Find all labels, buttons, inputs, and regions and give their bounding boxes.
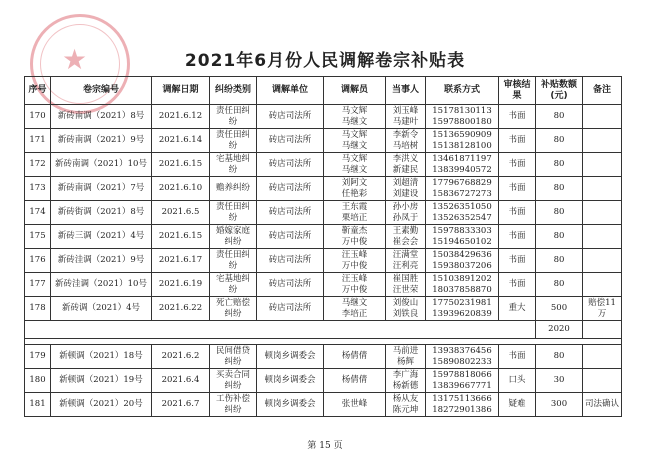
table-row: [25, 201, 622, 225]
cell-date: 2021.6.15: [152, 225, 210, 249]
cell-contact: 13526351050 13526352547: [426, 201, 499, 225]
cell-unit: 砖店司法所: [257, 129, 324, 153]
cell-contact: 15978818066 13839667771: [426, 369, 499, 393]
cell-amount: 30: [536, 369, 583, 393]
cell-date: 2021.6.7: [152, 393, 210, 417]
cell-remark: 赔偿11万: [583, 297, 622, 321]
cell-amount: 80: [536, 201, 583, 225]
header-date: 调解日期: [152, 77, 210, 105]
header-unit: 调解单位: [257, 77, 324, 105]
cell-mediator: 张世峰: [324, 393, 386, 417]
cell-seq: 175: [25, 225, 51, 249]
subtotal-remark: [583, 321, 622, 339]
cell-case-no: 新顿调（2021）18号: [51, 345, 152, 369]
cell-contact: 13461871197 13839940572: [426, 153, 499, 177]
cell-unit: 砖店司法所: [257, 177, 324, 201]
cell-unit: 砖店司法所: [257, 297, 324, 321]
cell-date: 2021.6.12: [152, 105, 210, 129]
cell-date: 2021.6.10: [152, 177, 210, 201]
cell-parties: 刘玉峰 马建叶: [386, 105, 426, 129]
document-title: 2021年6月份人民调解卷宗补贴表: [184, 51, 466, 71]
cell-contact: 15978833303 15194650102: [426, 225, 499, 249]
cell-review: 书面: [499, 273, 536, 297]
cell-date: 2021.6.5: [152, 201, 210, 225]
cell-date: 2021.6.17: [152, 249, 210, 273]
cell-unit: 砖店司法所: [257, 153, 324, 177]
header-amount: 补贴数额 (元): [536, 77, 583, 105]
cell-amount: 80: [536, 225, 583, 249]
cell-amount: 500: [536, 297, 583, 321]
cell-parties: 马前进 杨辉: [386, 345, 426, 369]
header-case-no: 卷宗编号: [51, 77, 152, 105]
cell-remark: [583, 273, 622, 297]
cell-remark: [583, 345, 622, 369]
cell-mediator: 马文辉 马继文: [324, 129, 386, 153]
cell-remark: [583, 129, 622, 153]
table-row: [25, 153, 622, 177]
cell-parties: 汪满堂 汪利亮: [386, 249, 426, 273]
cell-review: 疑难: [499, 393, 536, 417]
cell-amount: 80: [536, 153, 583, 177]
cell-seq: 172: [25, 153, 51, 177]
cell-case-no: 新砖三调（2021）4号: [51, 225, 152, 249]
cell-category: 买卖合同 纠纷: [210, 369, 257, 393]
cell-case-no: 新砖南调（2021）8号: [51, 105, 152, 129]
table-row: [25, 129, 622, 153]
cell-amount: 80: [536, 177, 583, 201]
table-row: [25, 345, 622, 369]
table-row: [25, 369, 622, 393]
cell-unit: 砖店司法所: [257, 273, 324, 297]
cell-remark: 司法确认: [583, 393, 622, 417]
cell-remark: [583, 105, 622, 129]
cell-date: 2021.6.22: [152, 297, 210, 321]
cell-amount: 80: [536, 273, 583, 297]
cell-review: 重大: [499, 297, 536, 321]
cell-parties: 李洪义 新建民: [386, 153, 426, 177]
cell-mediator: 杨倩倩: [324, 369, 386, 393]
cell-mediator: 杨倩倩: [324, 345, 386, 369]
cell-category: 赡养纠纷: [210, 177, 257, 201]
cell-category: 责任田纠 纷: [210, 201, 257, 225]
table-row: [25, 393, 622, 417]
cell-unit: 顿岗乡调委会: [257, 345, 324, 369]
seal-star-icon: ★: [62, 43, 88, 76]
cell-remark: [583, 177, 622, 201]
cell-seq: 171: [25, 129, 51, 153]
cell-mediator: 汪玉峰 万中俊: [324, 273, 386, 297]
table-row: [25, 249, 622, 273]
header-mediator: 调解员: [324, 77, 386, 105]
cell-seq: 170: [25, 105, 51, 129]
table-row: [25, 225, 622, 249]
cell-remark: [583, 153, 622, 177]
cell-contact: 13938376456 15890802233: [426, 345, 499, 369]
cell-amount: 80: [536, 249, 583, 273]
cell-remark: [583, 369, 622, 393]
cell-case-no: 新顿调（2021）19号: [51, 369, 152, 393]
cell-remark: [583, 249, 622, 273]
cell-case-no: 新砖洼调（2021）10号: [51, 273, 152, 297]
cell-category: 婚嫁家庭 纠纷: [210, 225, 257, 249]
cell-seq: 179: [25, 345, 51, 369]
cell-seq: 176: [25, 249, 51, 273]
cell-mediator: 靳童杰 万中俊: [324, 225, 386, 249]
cell-contact: 17796768829 15836727273: [426, 177, 499, 201]
cell-case-no: 新砖南调（2021）7号: [51, 177, 152, 201]
cell-review: 书面: [499, 153, 536, 177]
cell-contact: 13175113666 18272901386: [426, 393, 499, 417]
cell-parties: 刘超清 刘建设: [386, 177, 426, 201]
cell-category: 宅基地纠 纷: [210, 153, 257, 177]
cell-parties: 孙小房 孙凤于: [386, 201, 426, 225]
cell-amount: 80: [536, 345, 583, 369]
cell-remark: [583, 225, 622, 249]
table-row: [25, 297, 622, 321]
cell-unit: 顿岗乡调委会: [257, 369, 324, 393]
header-review: 审核结果: [499, 77, 536, 105]
cell-seq: 181: [25, 393, 51, 417]
cell-case-no: 新砖洼调（2021）9号: [51, 249, 152, 273]
cell-review: 书面: [499, 249, 536, 273]
cell-review: 书面: [499, 129, 536, 153]
cell-parties: 王素勤 崔会会: [386, 225, 426, 249]
cell-review: 书面: [499, 345, 536, 369]
header-remark: 备注: [583, 77, 622, 105]
cell-case-no: 新砖街调（2021）8号: [51, 201, 152, 225]
cell-case-no: 新砖南调（2021）10号: [51, 153, 152, 177]
cell-unit: 顿岗乡调委会: [257, 393, 324, 417]
cell-parties: 李新令 马培树: [386, 129, 426, 153]
cell-category: 工伤补偿 纠纷: [210, 393, 257, 417]
cell-category: 责任田纠 纷: [210, 249, 257, 273]
cell-amount: 80: [536, 129, 583, 153]
cell-parties: 刘俊山 刘铁良: [386, 297, 426, 321]
cell-parties: 李广海 杨新德: [386, 369, 426, 393]
cell-date: 2021.6.14: [152, 129, 210, 153]
cell-category: 责任田纠 纷: [210, 129, 257, 153]
cell-contact: 15178130113 15978800180: [426, 105, 499, 129]
cell-unit: 砖店司法所: [257, 105, 324, 129]
cell-seq: 173: [25, 177, 51, 201]
cell-mediator: 马文辉 马继文: [324, 105, 386, 129]
cell-contact: 17750231981 13939620839: [426, 297, 499, 321]
cell-category: 责任田纠 纷: [210, 105, 257, 129]
cell-date: 2021.6.4: [152, 369, 210, 393]
cell-date: 2021.6.19: [152, 273, 210, 297]
subtotal-row: [25, 321, 622, 339]
table-row: [25, 177, 622, 201]
cell-parties: 崔国胜 汪世荣: [386, 273, 426, 297]
cell-case-no: 新砖南调（2021）9号: [51, 129, 152, 153]
cell-remark: [583, 201, 622, 225]
header-seq: 序号: [25, 77, 51, 105]
cell-parties: 杨从友 陈元坤: [386, 393, 426, 417]
cell-case-no: 新砖调（2021）4号: [51, 297, 152, 321]
cell-review: 书面: [499, 105, 536, 129]
cell-mediator: 王东霞 栗培正: [324, 201, 386, 225]
cell-mediator: 刘阿文 任艳彩: [324, 177, 386, 201]
cell-amount: 300: [536, 393, 583, 417]
cell-contact: 15136590909 15138128100: [426, 129, 499, 153]
table-header-row: [25, 77, 622, 105]
subtotal-value: 2020: [536, 321, 583, 339]
cell-amount: 80: [536, 105, 583, 129]
table-row: [25, 273, 622, 297]
cell-review: 书面: [499, 225, 536, 249]
cell-mediator: 马继文 李培正: [324, 297, 386, 321]
cell-unit: 砖店司法所: [257, 225, 324, 249]
header-category: 纠纷类别: [210, 77, 257, 105]
cell-mediator: 汪玉峰 万中俊: [324, 249, 386, 273]
cell-date: 2021.6.15: [152, 153, 210, 177]
cell-mediator: 马文辉 马继文: [324, 153, 386, 177]
header-contact: 联系方式: [426, 77, 499, 105]
cell-unit: 砖店司法所: [257, 249, 324, 273]
cell-seq: 177: [25, 273, 51, 297]
cell-seq: 178: [25, 297, 51, 321]
subtotal-spacer: [25, 321, 536, 339]
cell-review: 口头: [499, 369, 536, 393]
cell-category: 民间借贷 纠纷: [210, 345, 257, 369]
cell-seq: 174: [25, 201, 51, 225]
cell-category: 死亡赔偿 纠纷: [210, 297, 257, 321]
cell-seq: 180: [25, 369, 51, 393]
cell-date: 2021.6.2: [152, 345, 210, 369]
page-number: 第 15 页: [307, 441, 343, 451]
cell-case-no: 新顿调（2021）20号: [51, 393, 152, 417]
subsidy-table: [24, 76, 622, 417]
cell-contact: 15103891202 18037858870: [426, 273, 499, 297]
cell-category: 宅基地纠 纷: [210, 273, 257, 297]
cell-review: 书面: [499, 201, 536, 225]
header-parties: 当事人: [386, 77, 426, 105]
cell-review: 书面: [499, 177, 536, 201]
cell-contact: 15038429636 15938037206: [426, 249, 499, 273]
table-row: [25, 105, 622, 129]
cell-unit: 砖店司法所: [257, 201, 324, 225]
